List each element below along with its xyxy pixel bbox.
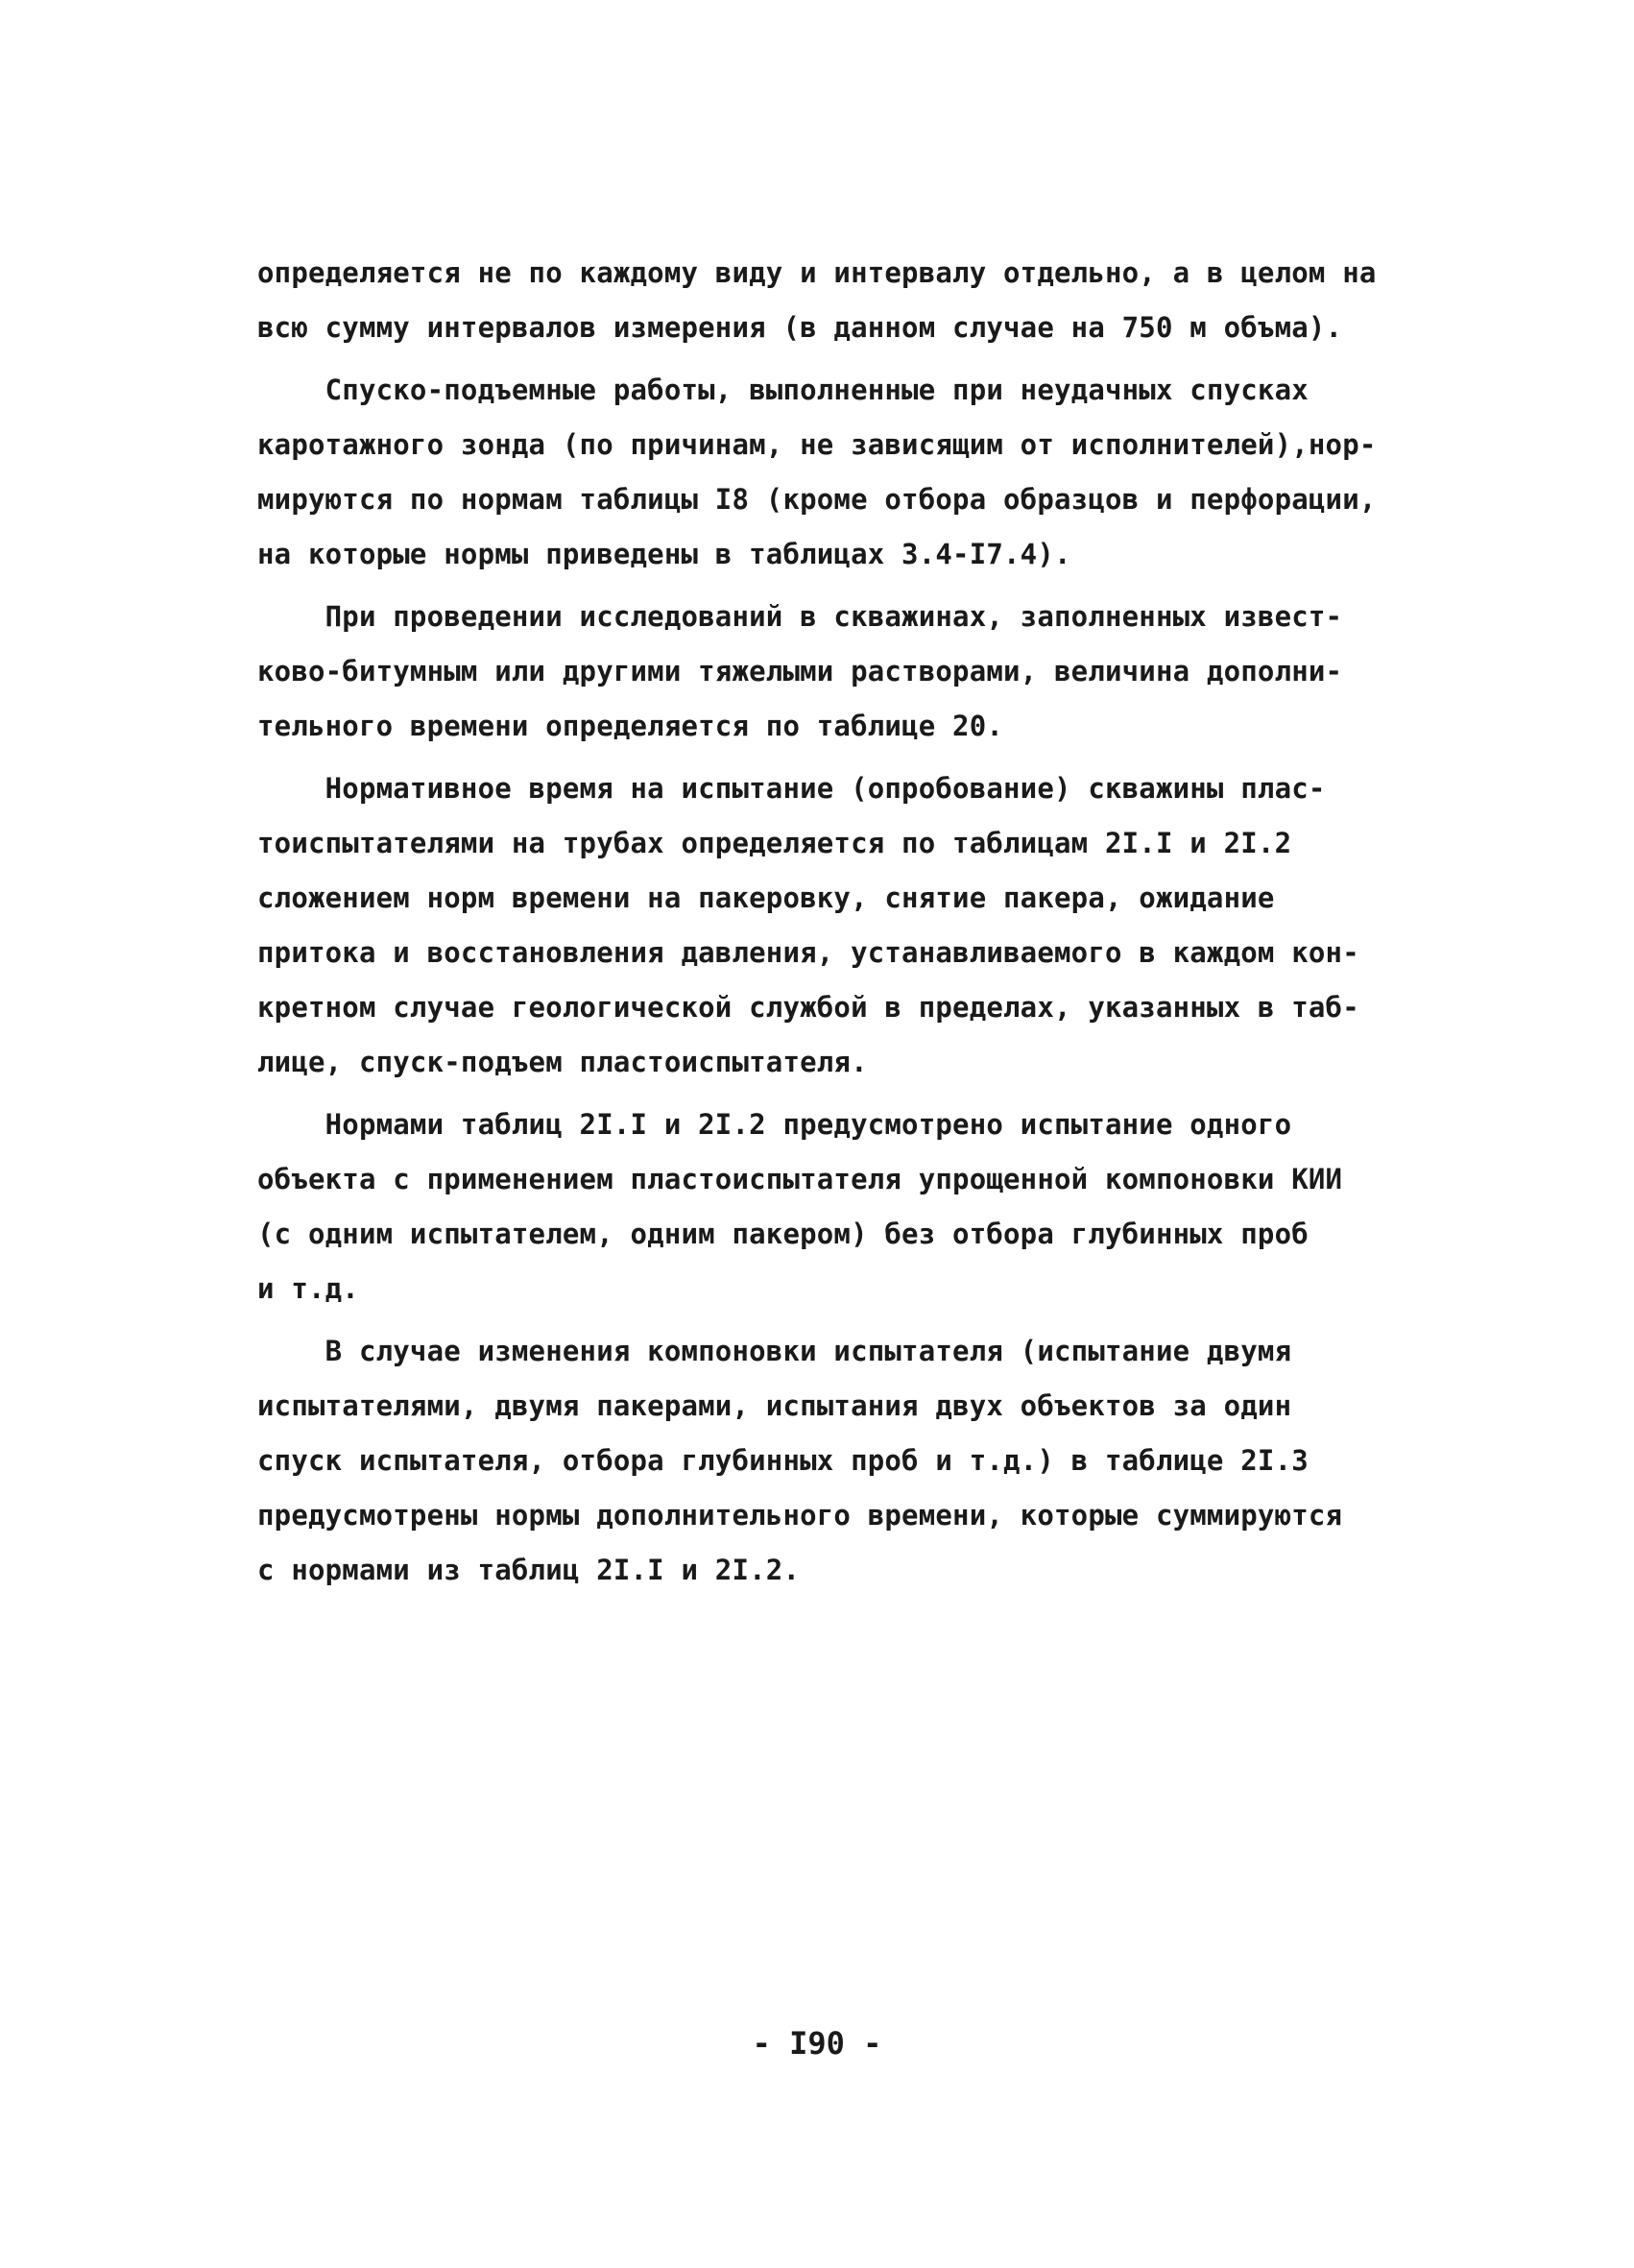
body-text	[257, 246, 1390, 1598]
text-line: мируются по нормам таблицы I8 (кроме отбора образцов и перфорации,	[257, 483, 1377, 516]
text-line: сложением норм времени на пакеровку, снятие пакера, ожидание	[257, 881, 1275, 914]
text-line: тоиспытателями на трубах определяется по таблицам 2I.I и 2I.2	[257, 827, 1292, 859]
text-line: ково-битумным или другими тяжелыми растворами, величина дополни-	[257, 655, 1343, 688]
text-line: Нормативное время на испытание (опробование) скважины плас-	[257, 772, 1326, 805]
text-line: испытателями, двумя пакерами, испытания двух объектов за один	[257, 1389, 1292, 1422]
text-line: всю сумму интервалов измерения (в данном случае на 750 м объма).	[257, 311, 1343, 344]
text-line: лице, спуск-подъем пластоиспытателя.	[257, 1046, 868, 1078]
page-number: - I90 -	[752, 2025, 882, 2062]
text-line: объекта с применением пластоиспытателя упрощенной компоновки КИИ	[257, 1163, 1343, 1195]
text-line: тельного времени определяется по таблице 20.	[257, 710, 1004, 742]
text-line: При проведении исследований в скважинах, заполненных извест-	[257, 600, 1343, 633]
text-line: В случае изменения компоновки испытателя (испытание двумя	[257, 1335, 1292, 1367]
text-line: Нормами таблиц 2I.I и 2I.2 предусмотрено испытание одного	[257, 1108, 1292, 1141]
text-line: определяется не по каждому виду и интервалу отдельно, а в целом на	[257, 256, 1377, 289]
text-line: кретном случае геологической службой в пределах, указанных в таб-	[257, 991, 1359, 1024]
text-line: и т.д.	[257, 1272, 359, 1305]
text-line: каротажного зонда (по причинам, не зависящим от исполнителей),нор-	[257, 428, 1377, 461]
text-line: на которые нормы приведены в таблицах 3.4-I7.4).	[257, 538, 1071, 570]
text-line: предусмотрены нормы дополнительного времени, которые суммируются	[257, 1499, 1343, 1532]
text-line: (с одним испытателем, одним пакером) без отбора глубинных проб	[257, 1218, 1309, 1250]
text-line: спуск испытателя, отбора глубинных проб и т.д.) в таблице 2I.3	[257, 1444, 1309, 1477]
text-line: Спуско-подъемные работы, выполненные при неудачных спусках	[257, 374, 1309, 406]
text-line: с нормами из таблиц 2I.I и 2I.2.	[257, 1554, 801, 1586]
text-line: притока и восстановления давления, устанавливаемого в каждом кон-	[257, 936, 1359, 969]
